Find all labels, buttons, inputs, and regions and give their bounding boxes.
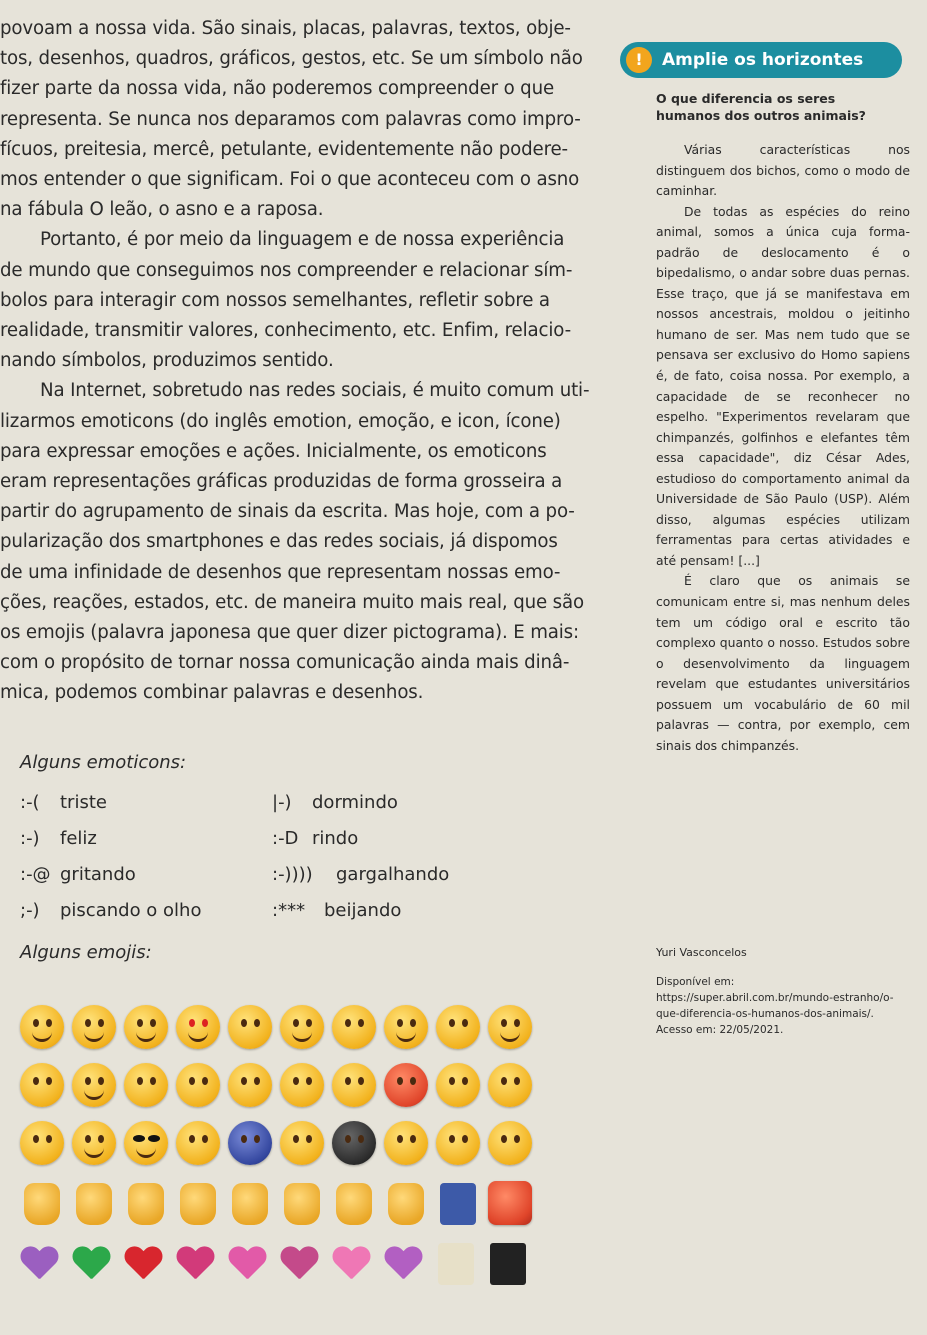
emoticon-label: gargalhando [336,864,450,885]
text-line: de mundo que conseguimos nos compreender e relacionar sím- [0,259,573,281]
mask-icon [20,1121,64,1165]
emoji-row [14,1121,554,1177]
relieved-icon [72,1121,116,1165]
main-text-column [0,14,610,709]
purple-heart-icon [20,1247,58,1281]
sobbing-icon [124,1063,168,1107]
smiley-icon [72,1005,116,1049]
emoticon-item [20,864,136,885]
emoticon-code: :-( [20,792,40,813]
thumbs-up-icon [24,1183,60,1225]
angry-icon [384,1063,428,1107]
worried-icon [280,1063,324,1107]
emoticon-item [20,900,201,921]
paragraph-2 [0,225,610,376]
sidebar-author: Yuri Vasconcelos [656,946,747,959]
man-icon [436,1121,480,1165]
broken-heart-icon [176,1247,214,1281]
emoji-row [14,1241,554,1297]
raised-hand-icon [232,1183,268,1225]
waving-hand-icon [336,1183,372,1225]
guard-icon [332,1121,376,1165]
sidebar-paragraph: Várias características nos distinguem dos bichos, como o modo de caminhar. [656,142,910,199]
sidebar-body [656,140,910,756]
emoticon-item [272,900,401,921]
sunglasses-icon [124,1121,168,1165]
text-line: de uma infinidade de desenhos que representam nossas emo- [0,561,561,583]
text-line: representa. Se nunca nos deparamos com palavras como impro- [0,108,581,130]
party-popper-icon [438,1243,474,1285]
thumbs-down-icon [76,1183,112,1225]
green-heart-icon [72,1247,110,1281]
blond-person-icon [488,1121,532,1165]
emoticon-item [20,792,107,813]
smiley-icon [20,1005,64,1049]
fist-icon [180,1183,216,1225]
emoticon-code: ;-) [20,900,40,921]
emoticon-item [272,864,449,885]
emoticon-label: rindo [312,828,359,849]
scream-icon [332,1063,376,1107]
text-line: realidade, transmitir valores, conhecimento, etc. Enfim, relacio- [0,320,571,342]
emoticon-row [20,792,500,822]
text-line: com o propósito de tornar nossa comunicação ainda mais dinâ- [0,652,570,674]
text-line: fícuos, preitesia, mercê, petulante, evidentemente não podere- [0,138,568,160]
praying-hands-icon [440,1183,476,1225]
sidebar-title-banner [620,42,902,78]
heart-ribbon-icon [280,1247,318,1281]
emoticon-code: :-)))) [272,864,313,885]
emoticon-item [272,828,358,849]
text-line: bolos para interagir com nossos semelhantes, refletir sobre a [0,289,550,311]
emoticon-item [272,792,398,813]
victory-hand-icon [284,1183,320,1225]
sleepy-icon [488,1063,532,1107]
sparkling-heart-icon [228,1247,266,1281]
ok-hand-icon [128,1183,164,1225]
no-mouth-icon [228,1063,272,1107]
text-line: pularização dos smartphones e das redes sociais, já dispomos [0,531,558,553]
surprised-icon [332,1005,376,1049]
emoticon-code: :*** [272,900,306,921]
text-line: eram representações gráficas produzidas de forma grosseira a [0,471,563,493]
person-icon [384,1121,428,1165]
emoticon-row [20,864,500,894]
heart-arrow-icon [384,1247,422,1281]
text-line: Na Internet, sobretudo nas redes sociais, é muito comum uti- [40,380,590,402]
text-line: partir do agrupamento de sinais da escrita. Mas hoje, com a po- [0,501,575,523]
text-line: Portanto, é por meio da linguagem e de nossa experiência [40,229,565,251]
text-line: para expressar emoções e ações. Inicialmente, os emoticons [0,440,547,462]
sidebar-paragraph: De todas as espécies do reino animal, somos a única cuja forma-padrão de deslocamento é o bipedalismo, o andar sobre duas pernas. Esse traço, que já se manifestava em nossos ancestrais, moldou o jeitinho humano de ser. Mas nem tudo que se pensava ser exclusivo do Homo sapiens é, de fato, coisa nossa. Por exemplo, a capacidade de se reconhecer no espelho. "Experimentos revelaram que chimpanzés, golfinhos e elefantes têm essa capacidade", diz César Ades, estudioso do comportamento animal da Universidade de São Paulo (USP). Além disso, algumas espécies utilizam ferramentas para certas atividades e até pensam! [...] [656,203,910,568]
emoji-row [14,1181,554,1237]
emoticon-label: feliz [60,828,97,849]
sidebar-question: O que diferencia os seres humanos dos outros animais? [656,91,866,123]
text-line: lizarmos emoticons (do inglês emotion, emoção, e icon, ícone) [0,410,561,432]
heart-eyes-icon [176,1005,220,1049]
sidebar-paragraph: É claro que os animais se comunicam entre si, mas nenhum deles tem um código oral e escrito tão complexo quanto o nosso. Estudos sobre o desenvolvimento da linguagem revelam que estudantes universitários possuem um vocabulário de 60 mil palavras — contra, por exemplo, cem sinais dos chimpanzés. [656,573,910,753]
text-line: povoam a nossa vida. São sinais, placas, palavras, textos, obje- [0,18,571,39]
emoticons-heading: Alguns emoticons: [20,752,187,773]
laughing-tears-icon [72,1063,116,1107]
crying-icon [20,1063,64,1107]
emoji-row [14,1005,554,1061]
emoticon-code: :-D [272,828,299,849]
sidebar-title: Amplie os horizontes [662,50,864,70]
red-heart-icon [124,1247,162,1281]
text-line: na fábula O leão, o asno e a raposa. [0,199,324,221]
emoticon-code: |-) [272,792,292,813]
emoticon-code: :-) [20,828,40,849]
text-line: fizer parte da nossa vida, não poderemos compreender o que [0,78,554,100]
smirk-icon [488,1005,532,1049]
top-hat-icon [490,1243,526,1285]
emoticon-label: beijando [324,900,402,921]
emoticon-label: triste [60,792,107,813]
text-line: tos, desenhos, quadros, gráficos, gestos, etc. Se um símbolo não [0,48,583,70]
emojis-heading: Alguns emojis: [20,942,152,963]
emoticon-row [20,900,500,930]
emoticon-item [20,828,97,849]
emoticon-label: piscando o olho [60,900,202,921]
tongue-icon [280,1005,324,1049]
grimace-icon [384,1005,428,1049]
text-line: os emojis (palavra japonesa que quer dizer pictograma). E mais: [0,622,579,644]
paragraph-1 [0,14,610,225]
emoticon-row [20,828,500,858]
pink-heart-icon [332,1247,370,1281]
text-line: mica, podemos combinar palavras e desenhos. [0,682,424,704]
man-turban-icon [176,1121,220,1165]
worker-icon [280,1121,324,1165]
emoticon-code: :-@ [20,864,51,885]
police-icon [228,1121,272,1165]
emoticon-label: gritando [60,864,136,885]
nail-polish-icon [488,1181,532,1225]
kiss-icon [228,1005,272,1049]
text-line: mos entender o que significam. Foi o que aconteceu com o asno [0,169,580,191]
text-line: ções, reações, estados, etc. de maneira muito mais real, que são [0,591,584,613]
text-line: nando símbolos, produzimos sentido. [0,350,334,372]
sweat-icon [176,1063,220,1107]
sidebar-source: Disponível em: https://super.abril.com.br/mundo-estranho/o-que-diferencia-os-humanos-dos-animais/. Acesso em: 22/05/2021. [656,976,894,1036]
emoji-row [14,1063,554,1119]
frustrated-icon [436,1063,480,1107]
emoticon-label: dormindo [312,792,398,813]
smiley-icon [124,1005,168,1049]
sad-icon [436,1005,480,1049]
open-hands-icon [388,1183,424,1225]
exclamation-icon: ! [626,47,652,73]
paragraph-3 [0,376,610,708]
